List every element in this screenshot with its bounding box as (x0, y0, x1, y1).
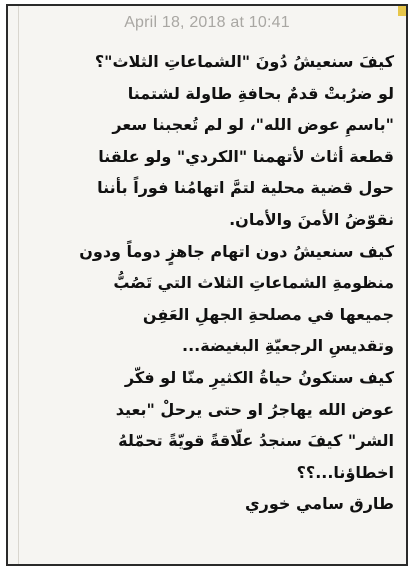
note-line: جميعها في مصلحةِ الجهلِ العَفِن (142, 304, 394, 324)
page-edge-line (18, 6, 19, 564)
note-line: الشر" كيفَ سنجدُ علّاقةً قويّةً تحمّلهُ (118, 431, 394, 451)
note-body[interactable] (24, 46, 394, 520)
note-line: حول قضية محلية لتمَّ اتهامُنا فوراً بأننا (97, 178, 394, 198)
note-line: "باسمِ عوض الله"، لو لم تُعجبنا سعر (112, 115, 394, 135)
note-line: كيفَ سنعيشُ دُونَ "الشماعاتِ الثلاث"؟ (94, 52, 394, 71)
note-line: عوض الله يهاجرُ او حتى يرحلْ "بعيد (115, 399, 394, 419)
note-line: اخطاؤنا...؟؟ (296, 462, 394, 482)
note-line: منظومةِ الشماعاتِ الثلاث التي تَصُبُّ (113, 273, 394, 293)
note-timestamp: April 18, 2018 at 10:41 (124, 14, 290, 31)
note-line: وتقديسِ الرجعيّةِ البغيضة... (181, 336, 394, 356)
note-line: كيف ستكونُ حياةُ الكثيرِ منّا لو فكّر (124, 367, 394, 387)
note-line: نقوّضُ الأمنَ والأمان. (229, 209, 394, 229)
note-line: لو ضرُبتْ قدمٌ بحافةِ طاولة لشتمنا (127, 83, 394, 103)
note-signature: طارق سامي خوري (244, 494, 394, 514)
note-line: كيف سنعيشُ دون اتهام جاهزٍ دوماً ودون (79, 241, 394, 261)
note-frame (6, 4, 408, 566)
note-line: قطعة أثاث لأتهمنا "الكردي" ولو علقنا (98, 146, 394, 166)
